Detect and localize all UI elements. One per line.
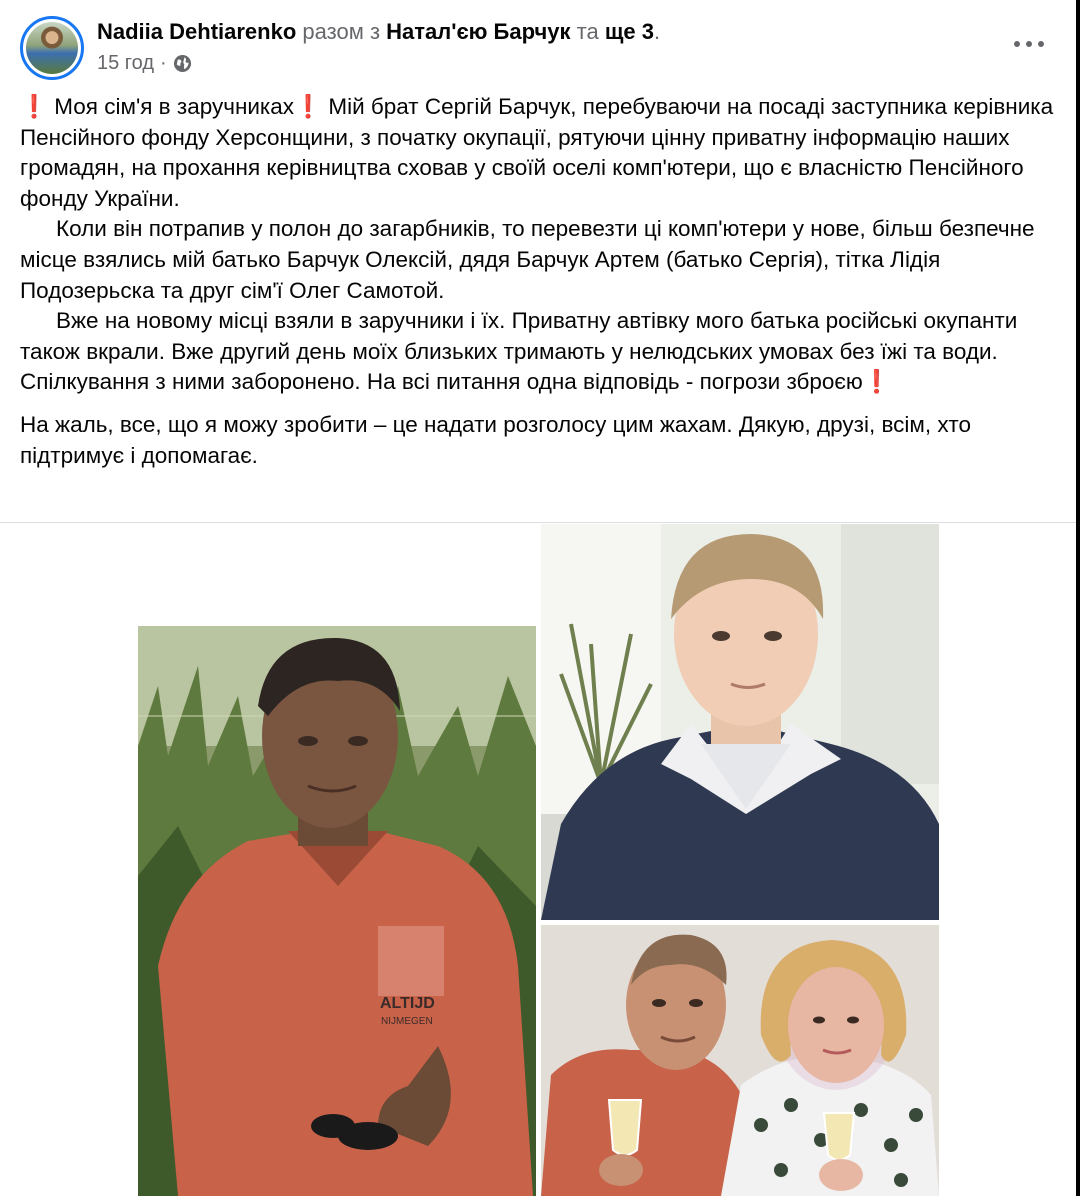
- post-paragraph-1: [20, 92, 1060, 214]
- with-word: разом з: [302, 19, 381, 44]
- paragraph-3-body: Вже на новому місці взяли в заручники і їх. Приватну автівку мого батька російські окупанти також вкрали. Вже другий день моїх близьких тримають у нелюдських умовах без їжі та води. Спілкування з ними заборонено. На всі питання одна відповідь - погрози зброєю: [20, 308, 1018, 395]
- exclamation-icon: ❗: [294, 94, 323, 119]
- exclamation-icon: ❗: [862, 369, 891, 395]
- post-paragraph-2: Коли він потрапив у полон до загарбників, то перевезти ці комп'ютери у нове, більш безпечне місце взялись мій батько Барчук Олексій, дядя Барчук Артем (батько Сергія), тітка Лідія Подозерьска та друг сім'ї Олег Самотой.: [20, 216, 1035, 303]
- photo-couple[interactable]: [541, 925, 939, 1196]
- divider: [0, 522, 1076, 523]
- tagged-others[interactable]: ще 3: [604, 19, 654, 44]
- author-avatar[interactable]: [20, 16, 84, 80]
- header-period: .: [654, 19, 661, 44]
- globe-icon: [173, 54, 192, 73]
- shirt-text-1: ALTIJD: [380, 995, 435, 1012]
- author-line: [97, 18, 660, 46]
- meta-separator: ·: [160, 52, 167, 74]
- photo-young-man[interactable]: [541, 524, 939, 920]
- paragraph-1-title: Моя сім'я в заручниках: [54, 94, 295, 119]
- photo-man-orange-shirt[interactable]: [138, 626, 536, 1196]
- tagged-person[interactable]: Натал'єю Барчук: [386, 19, 571, 44]
- and-word: та: [576, 19, 599, 44]
- shirt-text-2: NIJMEGEN: [381, 1016, 433, 1027]
- avatar-image: [26, 22, 78, 74]
- post-time[interactable]: 15 год: [97, 52, 155, 74]
- paragraph-1-body: Мій брат Сергій Барчук, перебуваючи на посаді заступника керівника Пенсійного фонду Херсонщини, з початку окупації, рятуючи цінну приватну інформацію наших громадян, на прохання керівництва сховав у своїй оселі комп'ютери, що є власністю Пенсійного фонду України.: [20, 94, 1054, 211]
- exclamation-icon: ❗: [20, 94, 49, 119]
- post-paragraph-4: На жаль, все, що я можу зробити – це надати розголосу цим жахам. Дякую, друзі, всім, хто підтримує і допомагає.: [20, 411, 971, 468]
- post-meta: [97, 50, 192, 76]
- post-text: [20, 92, 1060, 471]
- post-header: [20, 14, 1056, 84]
- more-options-icon[interactable]: [1014, 34, 1044, 54]
- author-name[interactable]: Nadiia Dehtiarenko: [97, 19, 297, 44]
- post-paragraph-3: [20, 306, 1060, 398]
